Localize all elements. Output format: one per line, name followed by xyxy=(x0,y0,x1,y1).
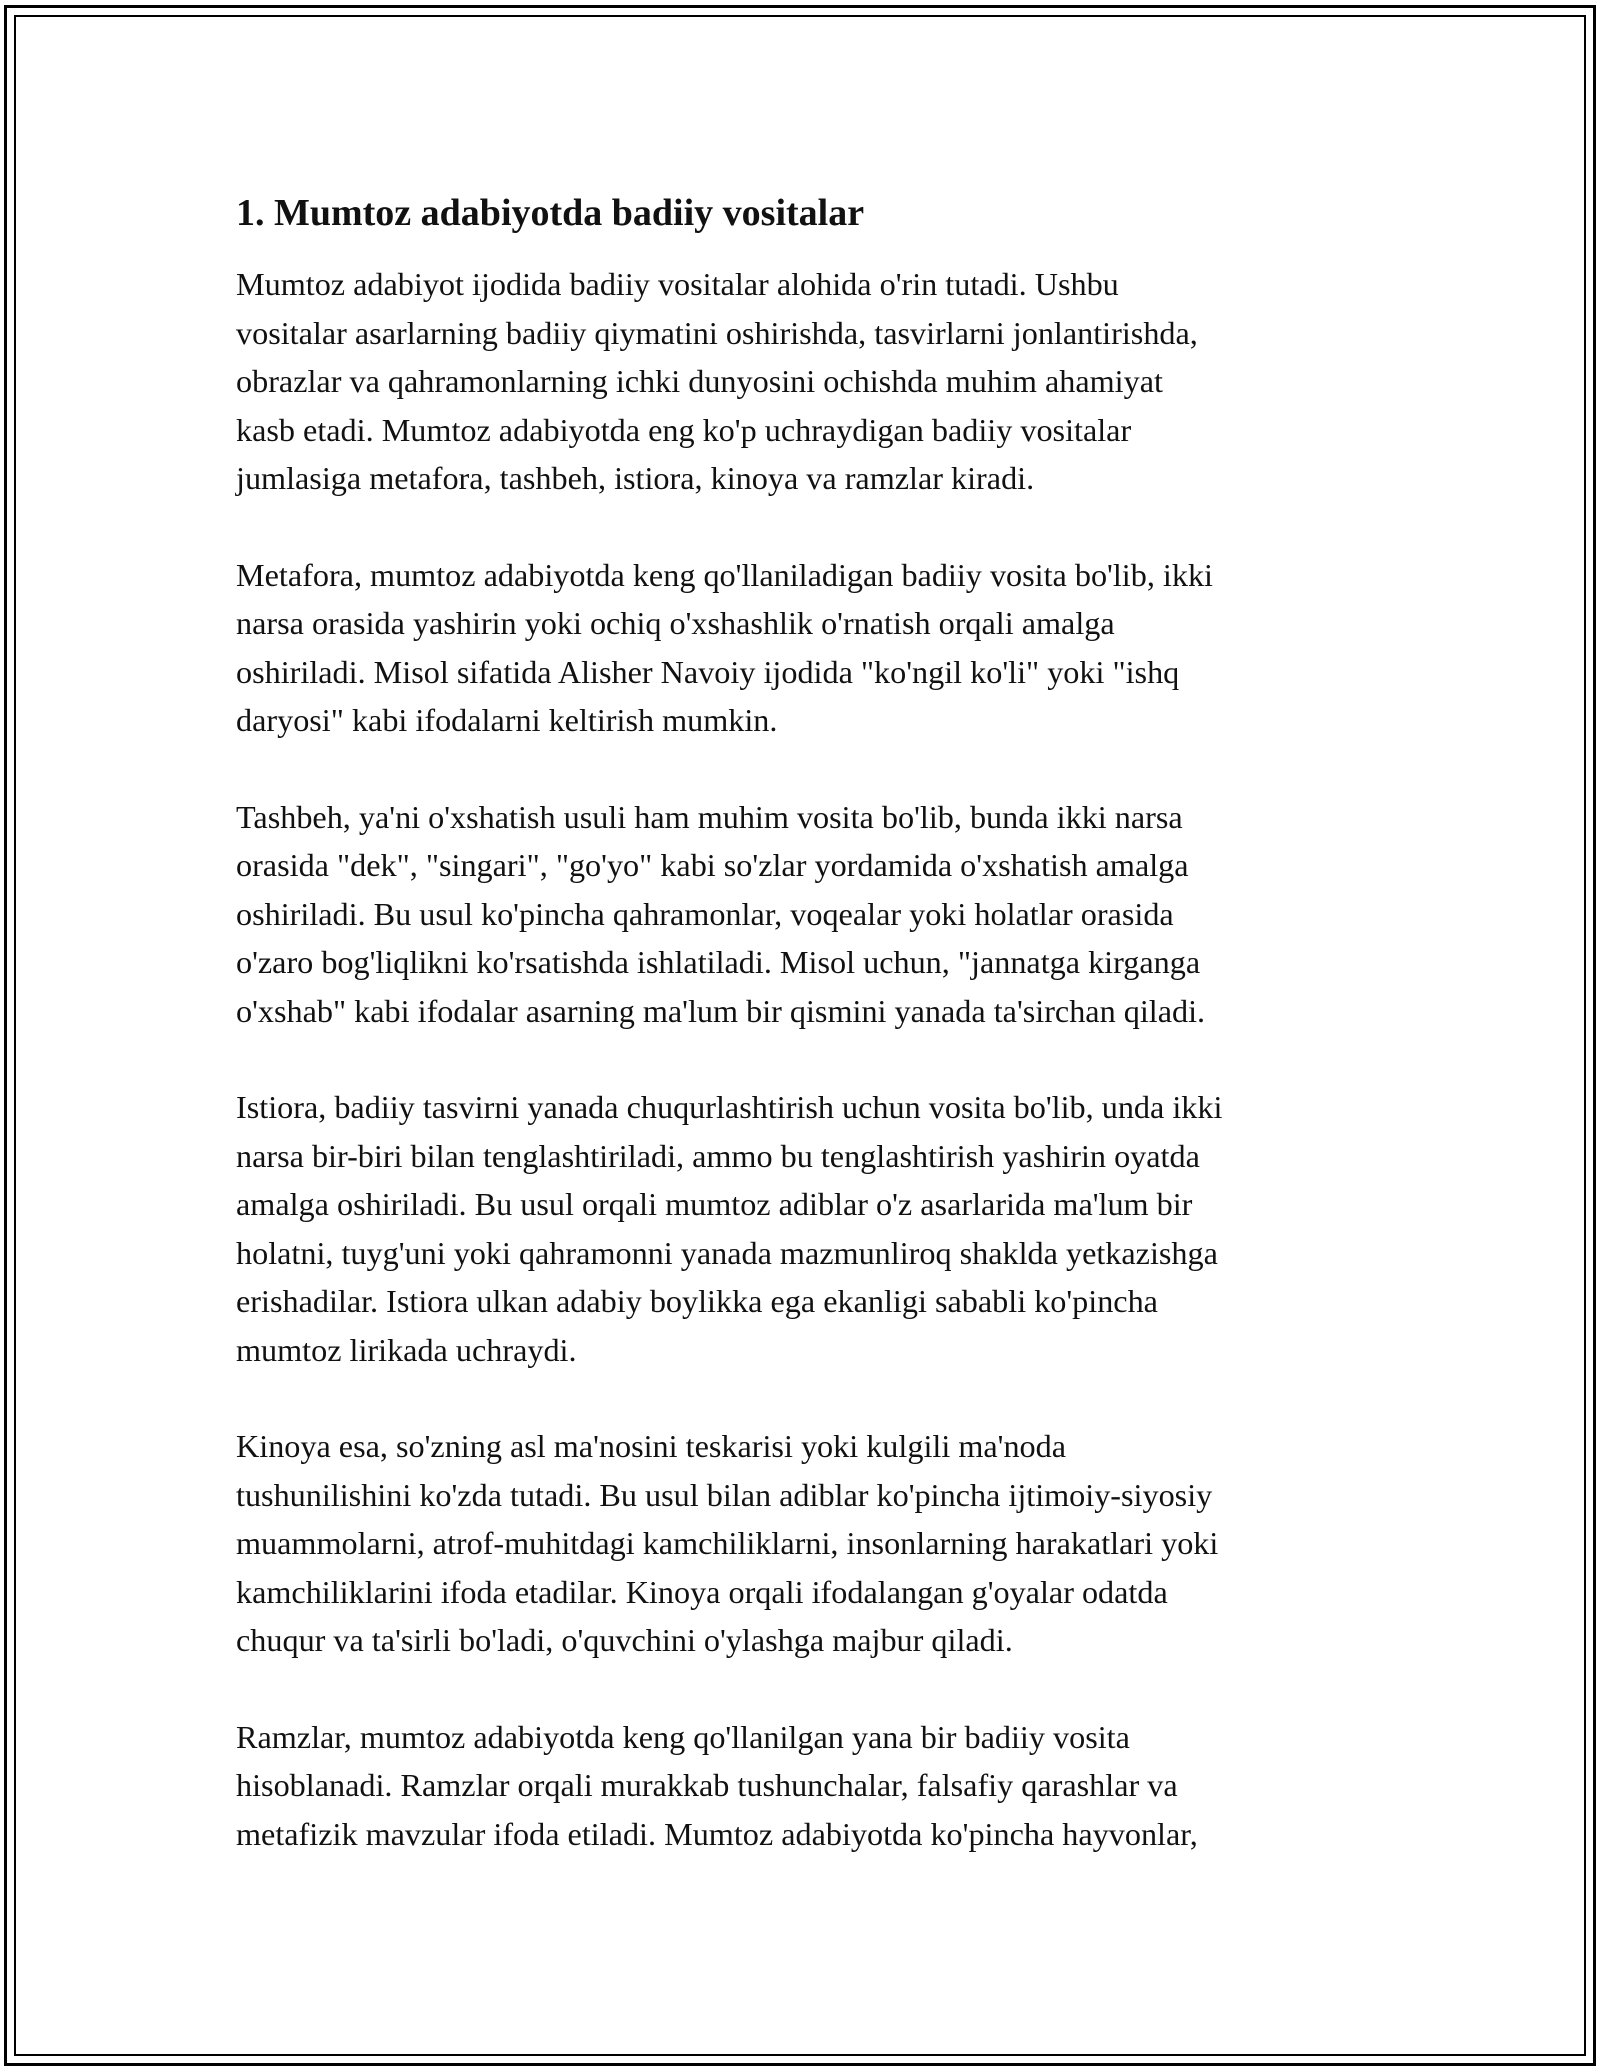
paragraph-intro: Mumtoz adabiyot ijodida badiiy vositalar alohida o'rin tutadi. Ushbu vositalar asarlarning badiiy qiymatini oshirishda, tasvirlarni jonlantirishda, obrazlar va qahramonlarning ichki dunyosini ochishda muhim ahamiyat kasb etadi. Mumtoz adabiyotda eng ko'p uchraydigan badiiy vositalar jumlasiga metafora, tashbeh, istiora, kinoya va ramzlar kiradi. xyxy=(236,266,1198,496)
paragraph-kinoya: Kinoya esa, so'zning asl ma'nosini teskarisi yoki kulgili ma'noda tushunilishini ko'zda tutadi. Bu usul bilan adiblar ko'pincha ijtimoiy-siyosiy muammolarni, atrof-muhitdagi kamchiliklarni, insonlarning harakatlari yoki kamchiliklarini ifoda etadilar. Kinoya orqali ifodalangan g'oyalar odatda chuqur va ta'sirli bo'ladi, o'quvchini o'ylashga majbur qiladi. xyxy=(236,1428,1219,1658)
document-body xyxy=(236,186,1366,1906)
paragraph-istiora: Istiora, badiiy tasvirni yanada chuqurlashtirish uchun vosita bo'lib, unda ikki narsa bir-biri bilan tenglashtiriladi, ammo bu tenglashtirish yashirin oyatda amalga oshiriladi. Bu usul orqali mumtoz adiblar o'z asarlarida ma'lum bir holatni, tuyg'uni yoki qahramonni yanada mazmunliroq shaklda yetkazishga erishadilar. Istiora ulkan adabiy boylikka ega ekanligi sababli ko'pincha mumtoz lirikada uchraydi. xyxy=(236,1089,1223,1368)
paragraph-ramzlar: Ramzlar, mumtoz adabiyotda keng qo'llanilgan yana bir badiiy vosita hisoblanadi. Ramzlar orqali murakkab tushunchalar, falsafiy qarashlar va metafizik mavzular ifoda etiladi. Mumtoz adabiyotda ko'pincha hayvonlar, xyxy=(236,1718,1198,1852)
section-heading: 1. Mumtoz adabiyotda badiiy vositalar xyxy=(236,192,865,234)
paragraph-metafora: Metafora, mumtoz adabiyotda keng qo'llaniladigan badiiy vosita bo'lib, ikki narsa orasida yashirin yoki ochiq o'xshashlik o'rnatish orqali amalga oshiriladi. Misol sifatida Alisher Navoiy ijodida "ko'ngil ko'li" yoki "ishq daryosi" kabi ifodalarni keltirish mumkin. xyxy=(236,556,1214,738)
paragraph-tashbeh: Tashbeh, ya'ni o'xshatish usuli ham muhim vosita bo'lib, bunda ikki narsa orasida "dek", "singari", "go'yo" kabi so'zlar yordamida o'xshatish amalga oshiriladi. Bu usul ko'pincha qahramonlar, voqealar yoki holatlar orasida o'zaro bog'liqlikni ko'rsatishda ishlatiladi. Misol uchun, "jannatga kirganga o'xshab" kabi ifodalar asarning ma'lum bir qismini yanada ta'sirchan qiladi. xyxy=(236,798,1206,1029)
